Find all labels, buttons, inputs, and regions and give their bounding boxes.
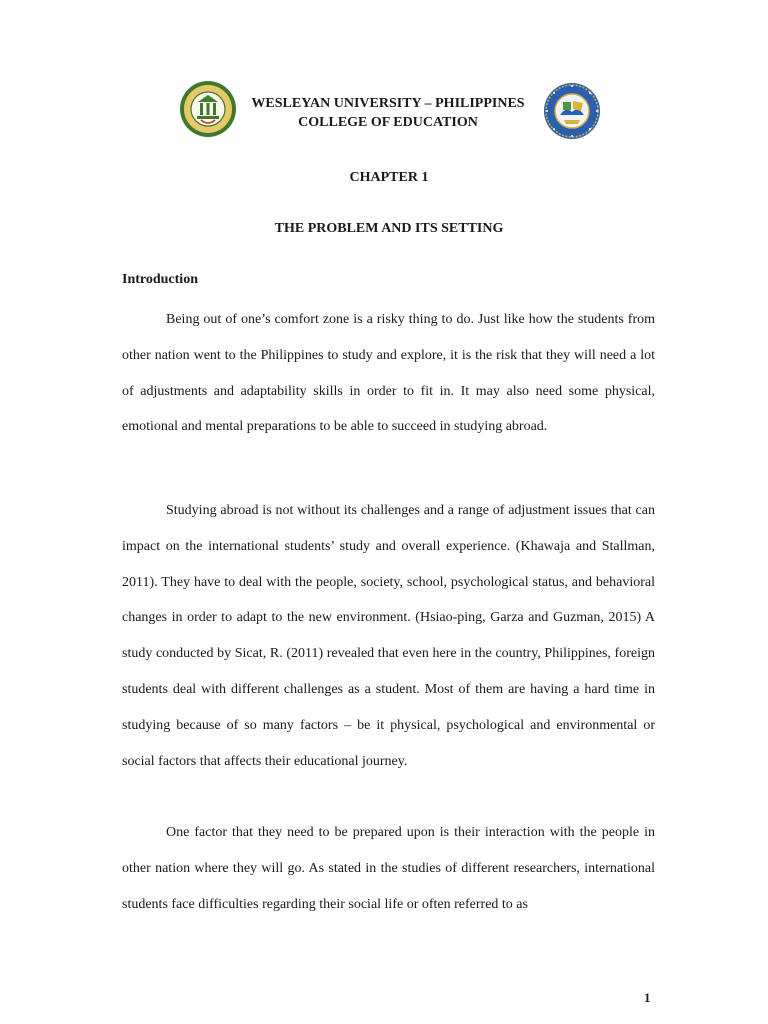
paragraph: Being out of one’s comfort zone is a risky thing to do. Just like how the students from other nation went to the Philippines to study and explore, it is the risk that they will need a lot of adjustments and adaptability skills in order to fit in. It may also need some physical, emotional and mental preparations to be able to succeed in studying abroad. <box>122 312 655 435</box>
paragraph: Studying abroad is not without its challenges and a range of adjustment issues that can impact on the international students’ study and overall experience. (Khawaja and Stallman, 2011). They have to deal with the people, society, school, psychological status, and behavioral changes in order to adapt to the new environment. (Hsiao-ping, Garza and Guzman, 2015) A study conducted by Sicat, R. (2011) revealed that even here in the country, Philippines, foreign students deal with different challenges as a student. Most of them are having a hard time in studying because of so many factors – be it physical, psychological and environmental or social factors that affects their educational journey. <box>122 503 655 769</box>
paragraph: One factor that they need to be prepared upon is their interaction with the people in other nation where they will go. As stated in the studies of different researchers, international students face difficulties regarding their social life or often referred to as <box>122 825 655 912</box>
university-seal-icon <box>179 80 237 138</box>
section-heading: Introduction <box>122 272 198 287</box>
college-seal-icon <box>543 82 601 140</box>
university-name: WESLEYAN UNIVERSITY – PHILIPPINES <box>251 96 525 111</box>
chapter-label: CHAPTER 1 <box>349 170 429 185</box>
chapter-title: THE PROBLEM AND ITS SETTING <box>274 221 504 236</box>
page-number: 1 <box>644 990 651 1005</box>
letterhead <box>238 94 538 132</box>
college-name: COLLEGE OF EDUCATION <box>298 115 478 130</box>
